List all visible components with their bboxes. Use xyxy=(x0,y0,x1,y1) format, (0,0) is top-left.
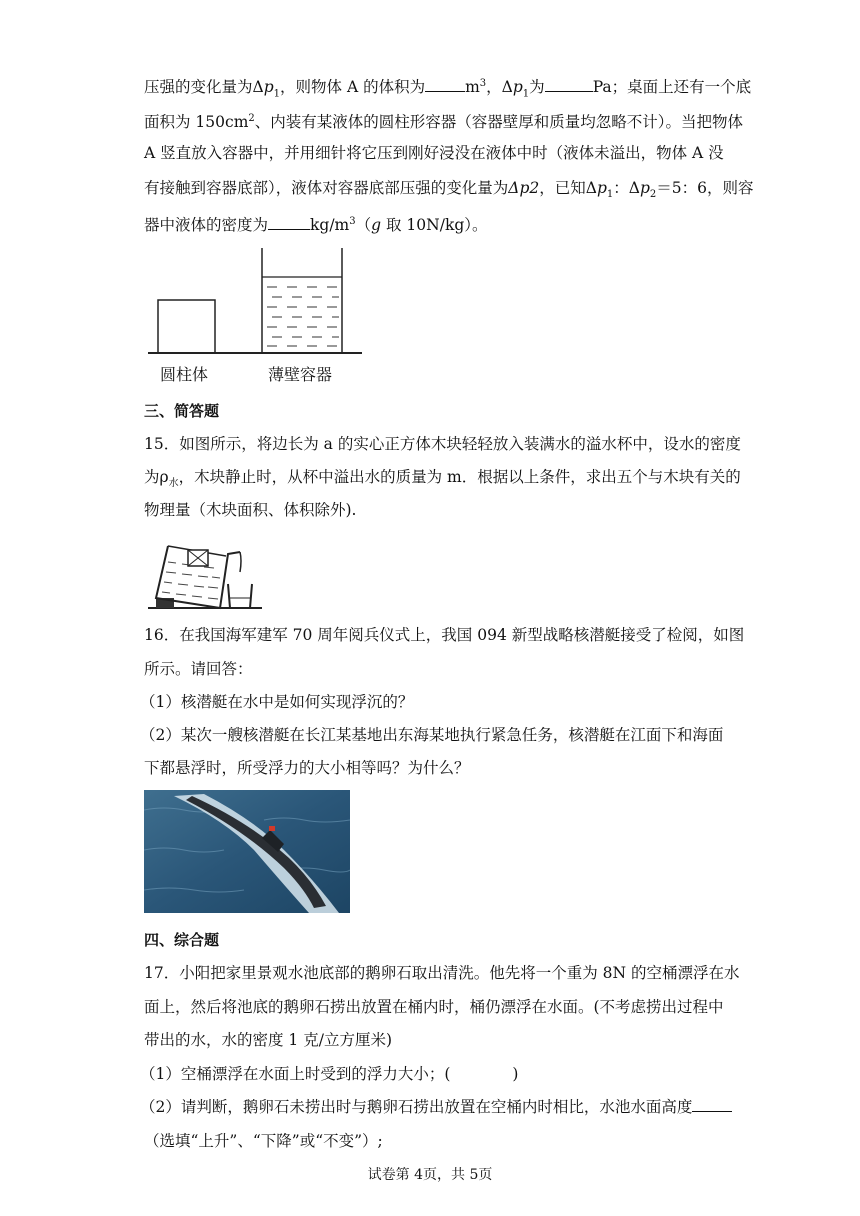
text: ) xyxy=(512,1065,519,1083)
submarine-photo xyxy=(144,790,350,913)
answer-blank[interactable] xyxy=(425,77,465,92)
text: ＝5：6，则容 xyxy=(656,179,754,197)
q14-line-5 xyxy=(144,212,488,235)
text: 水 xyxy=(168,478,179,490)
text: 有接触到容器底部），液体对容器底部压强的变化量为 xyxy=(144,179,509,197)
cylinder-body xyxy=(158,300,215,353)
answer-blank[interactable] xyxy=(268,215,310,230)
text: 1 xyxy=(606,189,614,201)
section-heading-3: 三、简答题 xyxy=(144,402,220,420)
text: ，木块静止时，从杯中溢出水的质量为 m．根据以上条件，求出五个与木块有关的 xyxy=(178,468,741,486)
text: ：Δ xyxy=(613,179,640,197)
q15-line-1: 15．如图所示，将边长为 a 的实心正方体木块轻轻放入装满水的溢水杯中，设水的密度 xyxy=(144,435,741,453)
text: p xyxy=(263,78,274,97)
q17-line-2: 面上，然后将池底的鹅卵石捞出放置在桶内时，桶仍漂浮在水面。(不考虑捞出过程中 xyxy=(144,998,724,1016)
page-footer: 试卷第 4页，共 5页 xyxy=(367,1167,493,1183)
text: g xyxy=(371,216,382,235)
text: p xyxy=(596,179,607,197)
text: （1）空桶漂浮在水面上时受到的浮力大小；( xyxy=(140,1065,451,1083)
q14-line-1 xyxy=(144,74,751,104)
text: （2）请判断，鹅卵石未捞出时与鹅卵石捞出放置在空桶内时相比，水池水面高度 xyxy=(140,1098,693,1116)
answer-blank[interactable] xyxy=(545,77,593,92)
text: 为 xyxy=(529,78,545,97)
text: 3 xyxy=(349,216,356,227)
text: 1 xyxy=(522,88,530,100)
text: Δp2 xyxy=(508,179,540,197)
section-heading-4: 四、综合题 xyxy=(144,931,220,949)
text: （ xyxy=(355,216,372,235)
q16-line-2: 所示。请回答： xyxy=(144,660,253,678)
q17-line-1: 17．小阳把家里景观水池底部的鹅卵石取出清洗。他先将一个重为 8N 的空桶漂浮在水 xyxy=(144,964,740,982)
text: Pa；桌面上还有一个底 xyxy=(592,78,752,97)
liquid-hatching xyxy=(267,287,339,346)
text: kg/m xyxy=(310,216,350,235)
q17-line-3: 带出的水，水的密度 1 克/立方厘米) xyxy=(144,1031,392,1049)
water-stream xyxy=(240,552,241,572)
beaker xyxy=(228,584,252,608)
q14-line-4 xyxy=(144,178,754,205)
text: p xyxy=(639,179,650,197)
answer-blank[interactable] xyxy=(692,1097,732,1112)
cylinder-container-figure xyxy=(146,246,366,358)
q17-line-4 xyxy=(140,1064,518,1084)
text: 2 xyxy=(649,189,657,201)
q16-line-1: 16．在我国海军建军 70 周年阅兵仪式上，我国 094 新型战略核潜艇接受了检阅，如图 xyxy=(144,626,745,644)
text: 面积为 150cm xyxy=(144,113,249,132)
text: 器中液体的密度为 xyxy=(144,216,269,235)
figure-label-container: 薄壁容器 xyxy=(268,365,333,384)
text: m xyxy=(465,78,480,97)
text: 3 xyxy=(479,78,487,89)
q15-line-2 xyxy=(144,467,741,494)
q16-line-3: （1）核潜艇在水中是如何实现浮沉的？ xyxy=(140,693,414,711)
text: p xyxy=(512,78,523,97)
q14-line-3: A 竖直放入容器中，并用细针将它压到刚好浸没在液体中时（液体未溢出，物体 A 没 xyxy=(144,144,724,162)
text: 为ρ xyxy=(144,468,169,486)
text: ，则物体 A 的体积为 xyxy=(280,78,426,97)
text: ，已知Δ xyxy=(539,179,597,197)
overflow-cup-figure xyxy=(146,532,264,612)
q17-line-6: （选填“上升”、“下降”或“不变”）; xyxy=(144,1132,383,1150)
text: ，Δ xyxy=(486,78,513,97)
water-hatching xyxy=(162,562,220,599)
text: 1 xyxy=(273,88,281,100)
text: 压强的变化量为Δ xyxy=(144,78,264,97)
flag-mark xyxy=(269,826,275,831)
text: 2 xyxy=(248,113,255,124)
q15-line-3: 物理量（木块面积、体积除外). xyxy=(144,501,357,519)
q16-line-4: （2）某次一艘核潜艇在长江某基地出东海某地执行紧急任务，核潜艇在江面下和海面 xyxy=(140,726,724,744)
q17-line-5 xyxy=(140,1097,732,1117)
figure-label-cylinder: 圆柱体 xyxy=(160,365,209,384)
text: 取 10N/kg）。 xyxy=(381,216,488,235)
q16-line-5: 下都悬浮时，所受浮力的大小相等吗？为什么？ xyxy=(144,759,470,777)
q14-line-2 xyxy=(144,109,743,132)
text: 、内装有某液体的圆柱形容器（容器壁厚和质量均忽略不计）。当把物体 xyxy=(254,113,744,132)
